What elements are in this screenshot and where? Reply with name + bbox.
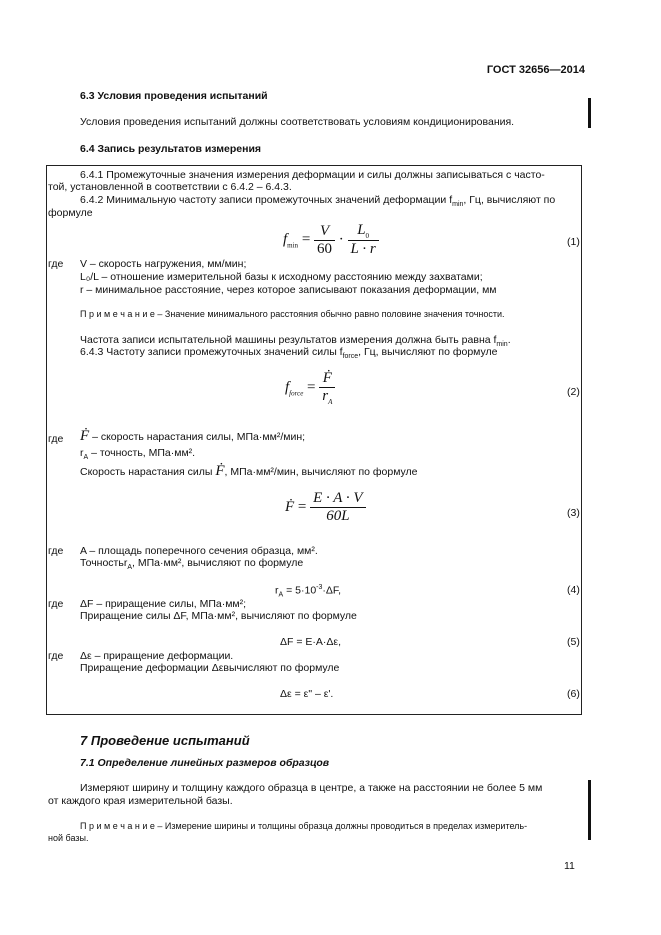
equation-3: Ḟ = $\frac{E \cdot A \cdot V}{60L}$: [285, 490, 366, 525]
var-v: V – скорость нагружения, мм/мин;: [80, 258, 247, 270]
p-rate: Скорость нарастания силы Ḟ, МПа·мм²/мин, вычисляют по формуле: [80, 463, 418, 479]
equation-1-number: (1): [567, 236, 580, 248]
section-6-3-title: 6.3 Условия проведения испытаний: [80, 90, 268, 102]
equation-6-number: (6): [567, 688, 580, 700]
p-6-4-1-cont: той, установленной в соответствии с 6.4.2 – 6.4.3.: [48, 181, 292, 193]
where-label-3: где: [48, 545, 64, 557]
where-label: где: [48, 258, 64, 270]
equation-5-number: (5): [567, 636, 580, 648]
equation-2: $f_{force}$ = $\frac{\text{Ḟ}}{r_A}$: [285, 370, 335, 406]
var-a: A – площадь поперечного сечения образца, мм².: [80, 545, 318, 557]
var-delta-f: ΔF – приращение силы, МПа·мм²;: [80, 598, 247, 610]
equation-2-number: (2): [567, 386, 580, 398]
section-7-1-title: 7.1 Определение линейных размеров образцов: [80, 757, 330, 769]
p-7-1: Измеряют ширину и толщину каждого образца в центре, а также на расстоянии не более 5 мм: [80, 782, 543, 794]
p-6-4-1: 6.4.1 Промежуточные значения измерения деформации и силы должны записываться с часто-: [80, 169, 545, 181]
equation-1: $f_{min}$ = $\frac{V}{60}$ · $\frac{L_0}{L \cdot r}$: [283, 222, 379, 258]
equation-4-number: (4): [567, 584, 580, 596]
p-accuracy: Точностьr$_A$, МПа·мм², вычисляют по формуле: [80, 557, 304, 572]
equation-4: $r_A = 5\cdot 10^{-3}\cdot\Delta F$,: [275, 584, 342, 599]
section-6-4-title: 6.4 Запись результатов измерения: [80, 143, 262, 155]
p-frequency: Частота записи испытательной машины результатов измерения должна быть равна $f_{min}$.: [80, 334, 511, 349]
var-fdot: Ḟ – скорость нарастания силы, МПа·мм²/мин;: [80, 428, 306, 444]
equation-6: Δε = ε" – ε'.: [280, 688, 334, 700]
var-l0-l: L₀/L – отношение измерительной базы к исходному расстоянию между захватами;: [80, 271, 483, 283]
p-6-4-2-cont: формуле: [48, 207, 93, 219]
where-label-2: где: [48, 433, 64, 445]
note-1: П р и м е ч а н и е – Значение минимального расстояния обычно равно половине значения точности.: [80, 309, 505, 319]
where-label-5: где: [48, 650, 64, 662]
standard-number: ГОСТ 32656—2014: [486, 64, 585, 76]
p-increment-force: Приращение силы ΔF, МПа·мм², вычисляют по формуле: [80, 610, 357, 622]
section-6-3-text: Условия проведения испытаний должны соответствовать условиям кондиционирования.: [80, 116, 515, 128]
var-delta-eps: Δε – приращение деформации.: [80, 650, 234, 662]
where-label-4: где: [48, 598, 64, 610]
note-2: П р и м е ч а н и е – Измерение ширины и толщины образца должны проводиться в пределах измеритель-: [80, 821, 528, 831]
section-7-title: 7 Проведение испытаний: [80, 733, 250, 748]
page-number: 11: [564, 860, 575, 872]
change-bar: [588, 98, 591, 128]
p-6-4-2: 6.4.2 Минимальную частоту записи промежуточных значений деформации $f_{min}$, Гц, вычисляют по: [80, 194, 556, 209]
var-ra: $r_A$ – точность, МПа·мм².: [80, 447, 196, 462]
equation-5: ΔF = E·A·Δε,: [280, 636, 342, 648]
equation-3-number: (3): [567, 507, 580, 519]
p-6-4-3: 6.4.3 Частоту записи промежуточных значений силы $f_{force}$, Гц, вычисляют по формуле: [80, 346, 498, 361]
note-2-cont: ной базы.: [48, 833, 89, 843]
p-increment-deformation: Приращение деформации Δεвычисляют по формуле: [80, 662, 340, 674]
p-7-1-cont: от каждого края измерительной базы.: [48, 795, 233, 807]
var-r: r – минимальное расстояние, через которое записывают показания деформации, мм: [80, 284, 497, 296]
change-bar-2: [588, 780, 591, 840]
